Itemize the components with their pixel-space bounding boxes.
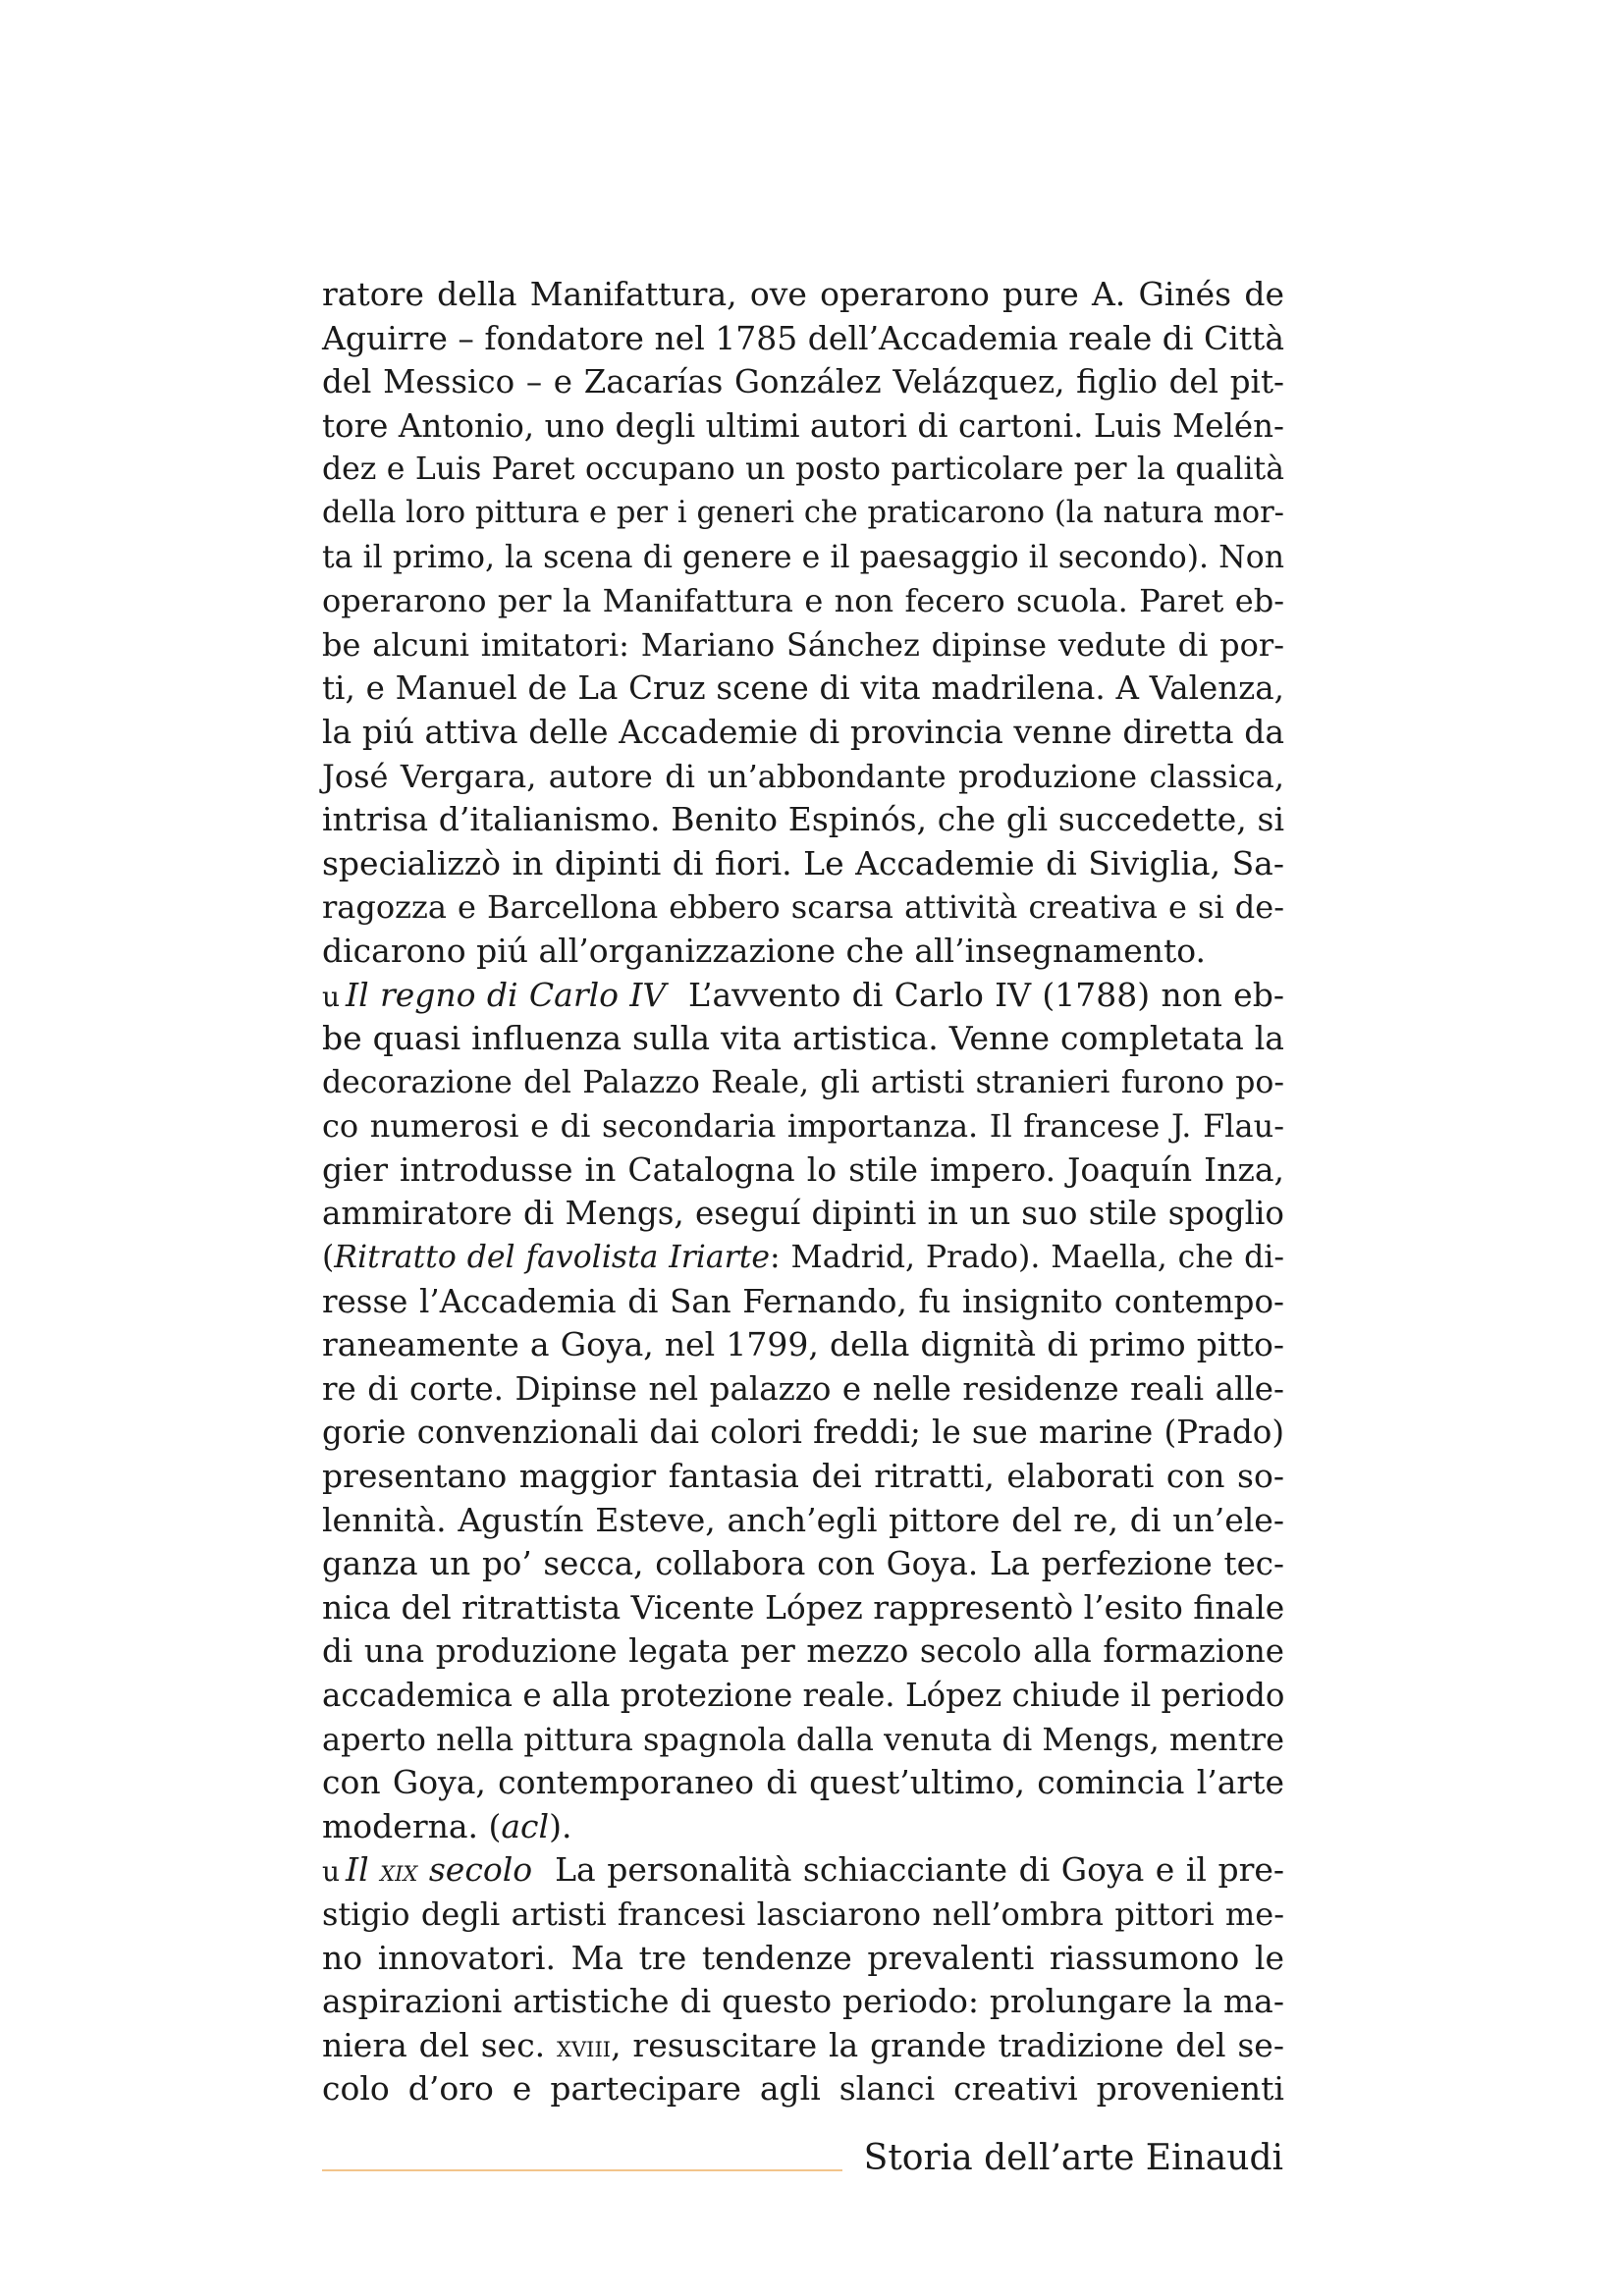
- section-heading-line-xix: [322, 1848, 1284, 1893]
- text-line-signature: [322, 1805, 1284, 1849]
- paren-open: (: [322, 1240, 335, 1276]
- author-abbreviation: acl: [501, 1806, 550, 1845]
- text-line: specializzò in dipinti di fiori. Le Accademie di Siviglia, Sa-: [322, 843, 1284, 882]
- text-line: ti, e Manuel de La Cruz scene di vita madrilena. A Valenza,: [322, 669, 1284, 708]
- text-line: gorie convenzionali dai colori freddi; le sue marine (Prado): [322, 1414, 1284, 1452]
- text-line: del Messico – e Zacarías González Velázquez, figlio del pit-: [322, 363, 1284, 401]
- text-line: con Goya, contemporaneo di quest’ultimo, comincia l’arte: [322, 1763, 1284, 1802]
- text-line: ragozza e Barcellona ebbero scarsa attività creativa e si de-: [322, 888, 1284, 927]
- text-line: stigio degli artisti francesi lasciarono nell’ombra pittori me-: [322, 1895, 1284, 1933]
- text-line: be quasi influenza sulla vita artistica. Venne completata la: [322, 1019, 1284, 1058]
- artwork-title: Ritratto del favolista Iriarte: [334, 1240, 771, 1276]
- section-heading-xix-secolo: secolo: [428, 1850, 533, 1890]
- section-first-text: L’avvento di Carlo IV (1788) non eb-: [687, 975, 1284, 1014]
- text-line: tore Antonio, uno degli ultimi autori di cartoni. Luis Melén-: [322, 406, 1284, 445]
- text-line: di una produzione legata per mezzo secolo alla formazione: [322, 1632, 1284, 1671]
- text-line: intrisa d’italianismo. Benito Espinós, che gli succedette, si: [322, 800, 1284, 839]
- text-line-ritratto: [322, 1236, 1284, 1280]
- text-line: decorazione del Palazzo Reale, gli artisti stranieri furono po-: [322, 1064, 1284, 1100]
- text-line: no innovatori. Ma tre tendenze prevalenti riassumono le: [322, 1938, 1284, 1977]
- text-line: raneamente a Goya, nel 1799, della dignità di primo pitto-: [322, 1325, 1284, 1364]
- section-heading-xix-il: Il: [346, 1850, 369, 1890]
- text-line: operarono per la Manifattura e non fecero scuola. Paret eb-: [322, 582, 1284, 620]
- text-line: lennità. Agustín Esteve, anch’egli pittore del re, di un’ele-: [322, 1500, 1284, 1539]
- section-first-text: La personalità schiacciante di Goya e il pre-: [555, 1850, 1285, 1890]
- text-line: dicarono piú all’organizzazione che all’insegnamento.: [322, 931, 1207, 970]
- body-text: [322, 273, 1284, 2111]
- section-bullet-icon: u: [322, 980, 341, 1013]
- text-line: accademica e alla protezione reale. López chiude il periodo: [322, 1677, 1285, 1714]
- sec-prefix: niera del sec.: [322, 2025, 546, 2064]
- footer-title: Storia dell’arte Einaudi: [863, 2138, 1283, 2178]
- text-line-century: [322, 2024, 1284, 2068]
- section-heading-carlo: Il regno di Carlo IV: [346, 975, 667, 1014]
- text-line: be alcuni imitatori: Mariano Sánchez dipinse vedute di por-: [322, 625, 1284, 664]
- text-line: co numerosi e di secondaria importanza. Il francese J. Flau-: [322, 1107, 1284, 1146]
- text-line: José Vergara, autore di un’abbondante produzione classica,: [322, 757, 1284, 795]
- text-line: aspirazioni artistiche di questo periodo: prolungare la ma-: [322, 1982, 1284, 2021]
- text-line: resse l’Accademia di San Fernando, fu insignito contempo-: [322, 1282, 1284, 1320]
- section-heading-xix-century: xix: [380, 1854, 418, 1890]
- text-line: la piú attiva delle Accademie di provincia venne diretta da: [322, 712, 1284, 751]
- last-suffix: ).: [549, 1806, 572, 1845]
- artwork-location: : Madrid, Prado). Maella, che di-: [770, 1240, 1284, 1276]
- text-line: ratore della Manifattura, ove operarono pure A. Ginés de: [322, 275, 1284, 313]
- section-heading-line-carlo: [322, 974, 1284, 1018]
- last-prefix: moderna. (: [322, 1806, 502, 1845]
- text-line: nica del ritrattista Vicente López rappresentò l’esito finale: [322, 1587, 1285, 1627]
- text-line: gier introdusse in Catalogna lo stile impero. Joaquín Inza,: [322, 1149, 1284, 1189]
- section-bullet-icon: u: [322, 1855, 341, 1889]
- century-numeral: xviii: [557, 2029, 612, 2064]
- text-line: aperto nella pittura spagnola dalla venuta di Mengs, mentre: [322, 1720, 1284, 1758]
- text-line: ganza un po’ secca, collabora con Goya. La perfezione tec-: [322, 1545, 1284, 1583]
- text-line: re di corte. Dipinse nel palazzo e nelle residenze reali alle-: [322, 1369, 1284, 1408]
- text-line: ta il primo, la scena di genere e il paesaggio il secondo). Non: [322, 539, 1284, 575]
- text-line: ammiratore di Mengs, eseguí dipinti in un suo stile spoglio: [322, 1195, 1284, 1233]
- text-line: presentano maggior fantasia dei ritratti, elaborati con so-: [322, 1457, 1284, 1496]
- text-line: della loro pittura e per i generi che praticarono (la natura mor-: [322, 495, 1284, 530]
- text-line: Aguirre – fondatore nel 1785 dell’Accademia reale di Città: [322, 318, 1284, 357]
- text-line: colo d’oro e partecipare agli slanci creativi provenienti: [322, 2069, 1284, 2109]
- footer-rule: [322, 2169, 842, 2171]
- sec-rest: , resuscitare la grande tradizione del se-: [611, 2025, 1284, 2064]
- text-line: dez e Luis Paret occupano un posto particolare per la qualità: [322, 452, 1284, 488]
